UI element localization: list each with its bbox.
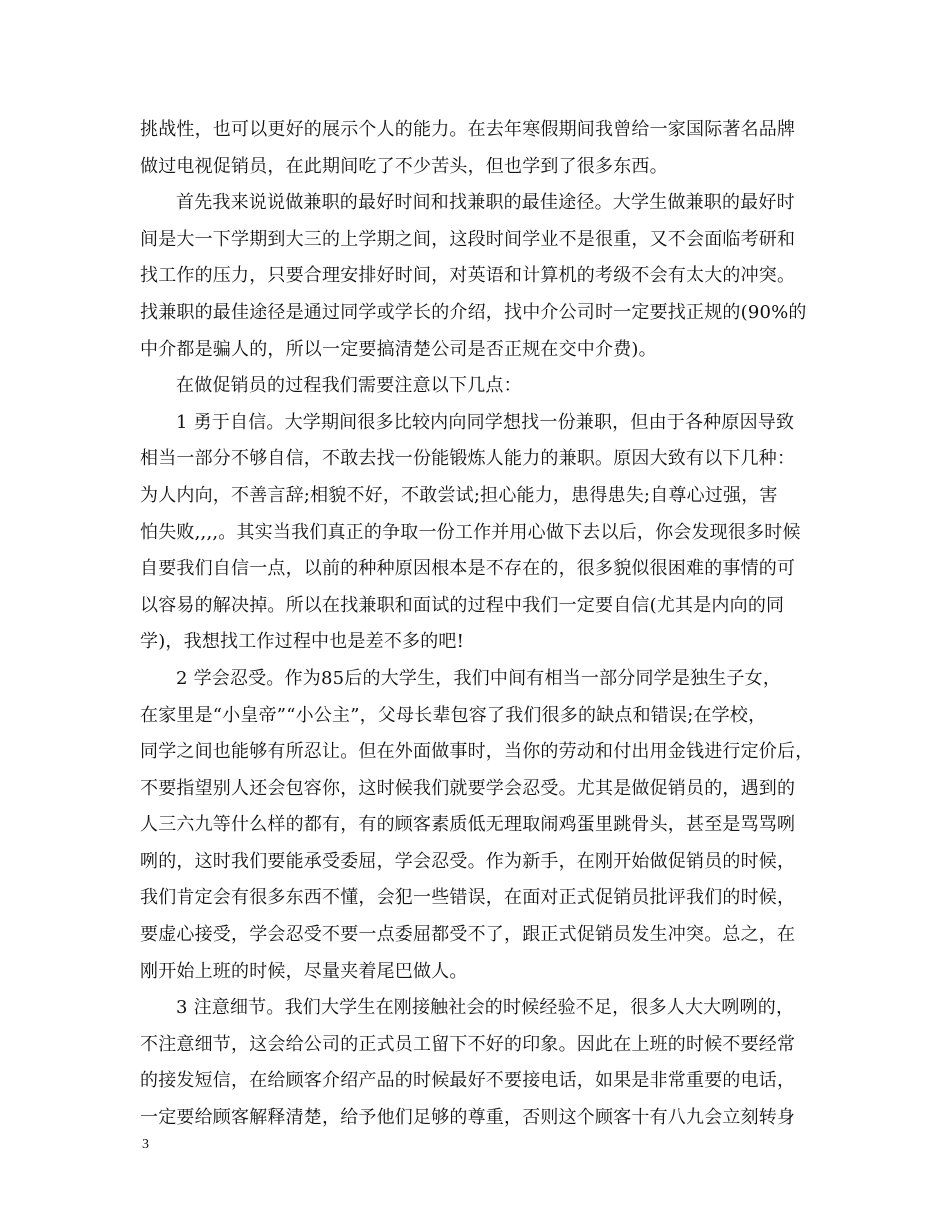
document-body bbox=[140, 112, 816, 1137]
text-line: 找兼职的最佳途径是通过同学或学长的介绍，找中介公司时一定要找正规的(90%的 bbox=[140, 301, 807, 323]
text-line: 首先我来说说做兼职的最好时间和找兼职的最佳途径。大学生做兼职的最好时 bbox=[176, 192, 795, 214]
page-number: 3 bbox=[142, 1137, 149, 1152]
text-line: 以容易的解决掉。所以在找兼职和面试的过程中我们一定要自信(尤其是内向的同 bbox=[140, 594, 785, 616]
text-line: 我们肯定会有很多东西不懂，会犯一些错误，在面对正式促销员批评我们的时候， bbox=[140, 887, 796, 909]
text-line: 咧的，这时我们要能承受委屈，学会忍受。作为新手，在刚开始做促销员的时候， bbox=[140, 850, 796, 872]
text-line: 一定要给顾客解释清楚，给予他们足够的尊重，否则这个顾客十有八九会立刻转身 bbox=[140, 1107, 796, 1129]
text-line: 相当一部分不够自信，不敢去找一份能锻炼人能力的兼职。原因大致有以下几种： bbox=[140, 448, 796, 470]
text-line: 的接发短信，在给顾客介绍产品的时候最好不要接电话，如果是非常重要的电话， bbox=[140, 1070, 796, 1092]
text-line: 人三六九等什么样的都有，有的顾客素质低无理取闹鸡蛋里跳骨头，甚至是骂骂咧 bbox=[140, 814, 796, 836]
text-line: 中介都是骗人的，所以一定要搞清楚公司是否正规在交中介费)。 bbox=[140, 338, 657, 360]
text-line: 刚开始上班的时候，尽量夹着尾巴做人。 bbox=[140, 960, 468, 982]
text-line: 为人内向，不善言辞;相貌不好，不敢尝试;担心能力，患得患失;自尊心过强，害 bbox=[140, 484, 778, 506]
text-line: 在家里是“小皇帝”“小公主”，父母长辈包容了我们很多的缺点和错误;在学校， bbox=[140, 704, 767, 726]
text-line: 不要指望别人还会包容你，这时候我们就要学会忍受。尤其是做促销员的，遇到的 bbox=[140, 777, 796, 799]
text-line: 做过电视促销员，在此期间吃了不少苦头，但也学到了很多东西。 bbox=[140, 155, 668, 177]
text-line: 学)，我想找工作过程中也是差不多的吧! bbox=[140, 631, 465, 653]
text-line: 在做促销员的过程我们需要注意以下几点： bbox=[176, 375, 522, 397]
text-line: 同学之间也能够有所忍让。但在外面做事时，当你的劳动和付出用金钱进行定价后， bbox=[140, 741, 814, 763]
text-line: 怕失败,,,,。其实当我们真正的争取一份工作并用心做下去以后，你会发现很多时候 bbox=[140, 521, 801, 543]
text-line: 3 注意细节。我们大学生在刚接触社会的时候经验不足，很多人大大咧咧的， bbox=[176, 997, 795, 1019]
text-line: 间是大一下学期到大三的上学期之间，这段时间学业不是很重，又不会面临考研和 bbox=[140, 228, 796, 250]
text-line: 2 学会忍受。作为85后的大学生，我们中间有相当一部分同学是独生子女， bbox=[176, 667, 782, 689]
text-line: 找工作的压力，只要合理安排好时间，对英语和计算机的考级不会有太大的冲突。 bbox=[140, 265, 796, 287]
text-line: 自要我们自信一点，以前的种种原因根本是不存在的，很多貌似很困难的事情的可 bbox=[140, 558, 796, 580]
text-line: 不注意细节，这会给公司的正式员工留下不好的印象。因此在上班的时候不要经常 bbox=[140, 1033, 796, 1055]
text-line: 1 勇于自信。大学期间很多比较内向同学想找一份兼职，但由于各种原因导致 bbox=[176, 411, 795, 433]
text-line: 要虚心接受，学会忍受不要一点委屈都受不了，跟正式促销员发生冲突。总之，在 bbox=[140, 924, 796, 946]
text-line: 挑战性，也可以更好的展示个人的能力。在去年寒假期间我曾给一家国际著名品牌 bbox=[140, 119, 796, 140]
